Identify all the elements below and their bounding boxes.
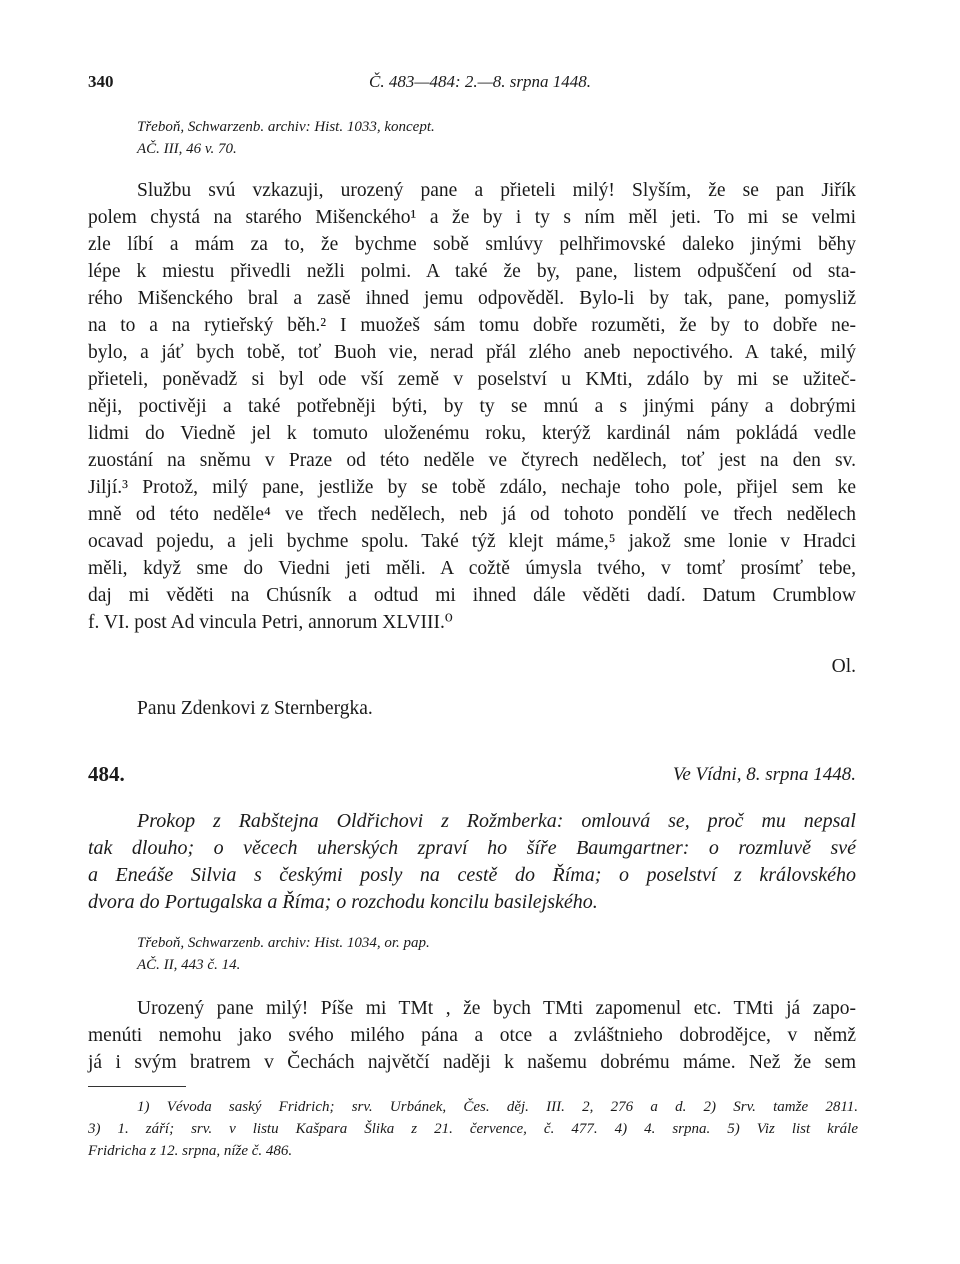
document-number: 484. <box>88 762 125 786</box>
footnote-line: Fridricha z 12. srpna, níže č. 486. <box>88 1143 293 1159</box>
body-line: na to a na rytieřský běh.² I muožeš sám tomu dobře rozuměti, že by to dobře ne- <box>88 315 856 336</box>
body-line: přieteli, poněvadž si byl ode vší země v poselství u KMti, zdálo by mi se užiteč- <box>88 369 856 390</box>
address: Panu Zdenkovi z Sternbergka. <box>137 698 373 719</box>
summary-line: dvora do Portugalska a Říma; o rozchodu koncilu basilejského. <box>88 891 598 913</box>
body-line: měli, když sme do Viedni jeti měli. A cožtě úmysla tvého, v tomť prosímť tebe, <box>88 558 856 579</box>
summary-line: Prokop z Rabštejna Oldřichovi z Rožmberka: omlouvá se, proč mu nepsal <box>137 810 856 832</box>
summary-line: a Eneáše Silvia s českými posly na cestě do Říma; o poselství z královského <box>88 864 856 886</box>
summary-line: tak dlouho; o věcech uherských zpraví ho šíře Baumgartner: o rozmluvě své <box>88 837 856 859</box>
place-date: Ve Vídni, 8. srpna 1448. <box>672 764 856 785</box>
signature: Ol. <box>831 656 856 677</box>
body-line: daj mi věděti na Chúsník a odtud mi ihned dále věděti dadí. Datum Crumblow <box>88 585 856 606</box>
footnote-line: 3) 1. září; srv. v listu Kašpara Šlika z 21. července, č. 477. 4) 4. srpna. 5) Viz list krále <box>88 1121 858 1137</box>
body-line: zuostání na sněmu v Praze od této neděle ve čtyrech nedělech, toť jest na den sv. <box>88 450 856 471</box>
body-line: lépe k miestu přivedli nežli polmi. A také že by, pane, listem odpuščení od sta- <box>88 261 856 282</box>
body-line: bylo, a jáť bych tobě, toť Buoh vie, nerad přál zlého aneb nepoctivého. A také, milý <box>88 342 856 363</box>
source-note-483-line-1: Třeboň, Schwarzenb. archiv: Hist. 1033, koncept. <box>137 119 435 135</box>
body-line: já i svým bratrem v Čechách najvětčí naději k našemu dobrému máme. Než že sem <box>88 1052 856 1073</box>
body-line: zle líbí a mám za to, že bychme sobě smlúvy pelhřimovské daleko jinými běhy <box>88 234 856 255</box>
running-title: Č. 483—484: 2.—8. srpna 1448. <box>369 72 591 91</box>
source-note-484-line-1: Třeboň, Schwarzenb. archiv: Hist. 1034, or. pap. <box>137 935 430 951</box>
body-line: ocavad pojedu, a jeli bychme spolu. Také týž klejt máme,⁵ jakož sme lonie v Hradci <box>88 531 856 552</box>
body-line: Jiljí.³ Protož, milý pane, jestliže by se tobě zdálo, nechaje toho pole, přijel sem ke <box>88 477 856 498</box>
body-line: menúti nemohu jako svého milého pána a otce a zvláštnieho dobrodějce, v němž <box>88 1025 856 1046</box>
body-line: f. VI. post Ad vincula Petri, annorum XLVIII.⁰ <box>88 612 453 633</box>
body-line: rého Mišenckého bral a zasě ihned jemu odpověděl. Bylo-li by tak, pane, pomysliž <box>88 288 856 309</box>
body-line: mně od této neděle⁴ ve třech nedělech, neb já od tohoto pondělí ve třech nedělech <box>88 504 856 525</box>
body-line: polem chystá na starého Mišenckého¹ a že by i ty s ním měl jeti. To mi se velmi <box>88 207 856 228</box>
body-line: lidmi do Viedně jel k tomuto uloženému roku, kterýž kardinál nám pokládá vedle <box>88 423 856 444</box>
body-line: Urozený pane milý! Píše mi TMt , že bych TMti zapomenul etc. TMti já zapo- <box>137 998 856 1019</box>
body-line: Službu svú vzkazuji, urozený pane a přieteli milý! Slyším, že se pan Jiřík <box>137 180 856 201</box>
footnote-rule <box>88 1086 186 1087</box>
body-line: něji, poctivěji a také potřebněji býti, by ty se mnú a s jinými pány a dobrými <box>88 396 856 417</box>
footnote-line: 1) Vévoda saský Fridrich; srv. Urbánek, Čes. děj. III. 2, 276 a d. 2) Srv. tamže 2811. <box>137 1099 858 1115</box>
page-number: 340 <box>88 72 114 91</box>
source-note-484-line-2: AČ. II, 443 č. 14. <box>137 957 241 973</box>
source-note-483-line-2: AČ. III, 46 v. 70. <box>137 141 237 157</box>
